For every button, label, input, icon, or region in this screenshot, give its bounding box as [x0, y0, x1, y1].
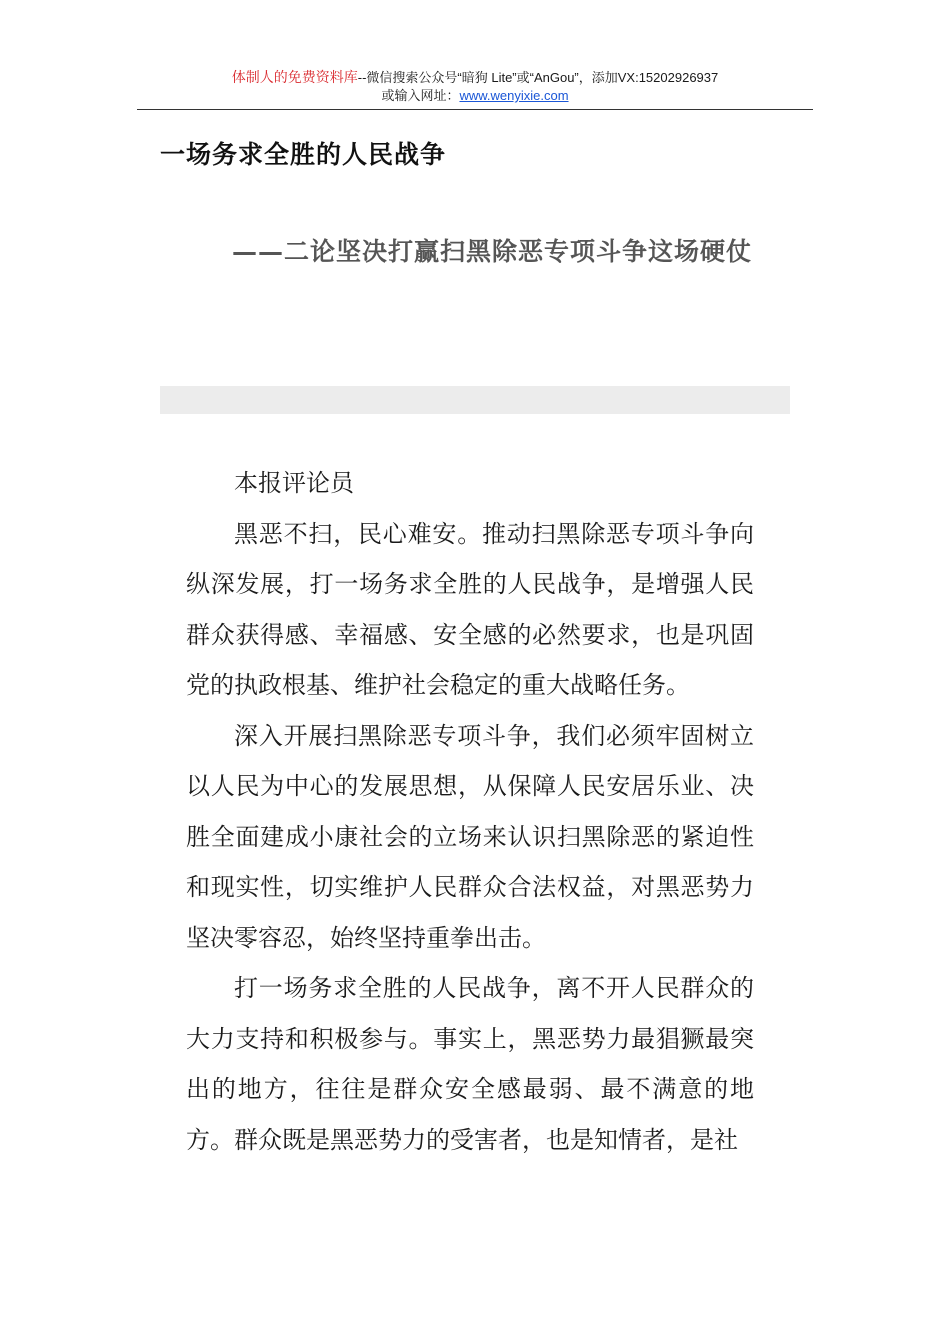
body-paragraph: 黑恶不扫，民心难安。推动扫黑除恶专项斗争向纵深发展，打一场务求全胜的人民战争，是增强人民群众获得感、幸福感、安全感的必然要求，也是巩固党的执政根基、维护社会稳定的重大战略任务。	[186, 519, 754, 699]
header-brand: 体制人的免费资料库	[231, 69, 358, 85]
body-paragraph: 打一场务求全胜的人民战争，离不开人民群众的大力支持和积极参与。事实上，黑恶势力最猖獗最突出的地方，往往是群众安全感最弱、最不满意的地方。群众既是黑恶势力的受害者，也是知情者，是社	[186, 974, 754, 1154]
body-paragraph: 深入开展扫黑除恶专项斗争，我们必须牢固树立以人民为中心的发展思想，从保障人民安居乐业、决胜全面建成小康社会的立场来认识扫黑除恶的紧迫性和现实性，切实维护人民群众合法权益，对黑恶势力坚决零容忍，始终坚持重拳出击。	[186, 721, 754, 952]
page-header	[137, 68, 813, 105]
article-subtitle: ——二论坚决打赢扫黑除恶专项斗争这场硬仗	[232, 237, 753, 266]
gray-banner-bar	[160, 386, 790, 414]
header-contact: --微信搜索公众号“暗狗 Lite”或“AnGou”，添加VX:15202926937	[357, 70, 719, 85]
header-line-1	[137, 68, 813, 87]
article-title: 一场务求全胜的人民战争	[160, 140, 447, 169]
header-divider	[137, 109, 813, 110]
article-body	[186, 458, 754, 1165]
header-line-2	[137, 87, 813, 105]
article-byline: 本报评论员	[234, 469, 354, 497]
header-url-link[interactable]: www.wenyixie.com	[459, 88, 569, 103]
header-url-label: 或输入网址：	[381, 88, 460, 103]
